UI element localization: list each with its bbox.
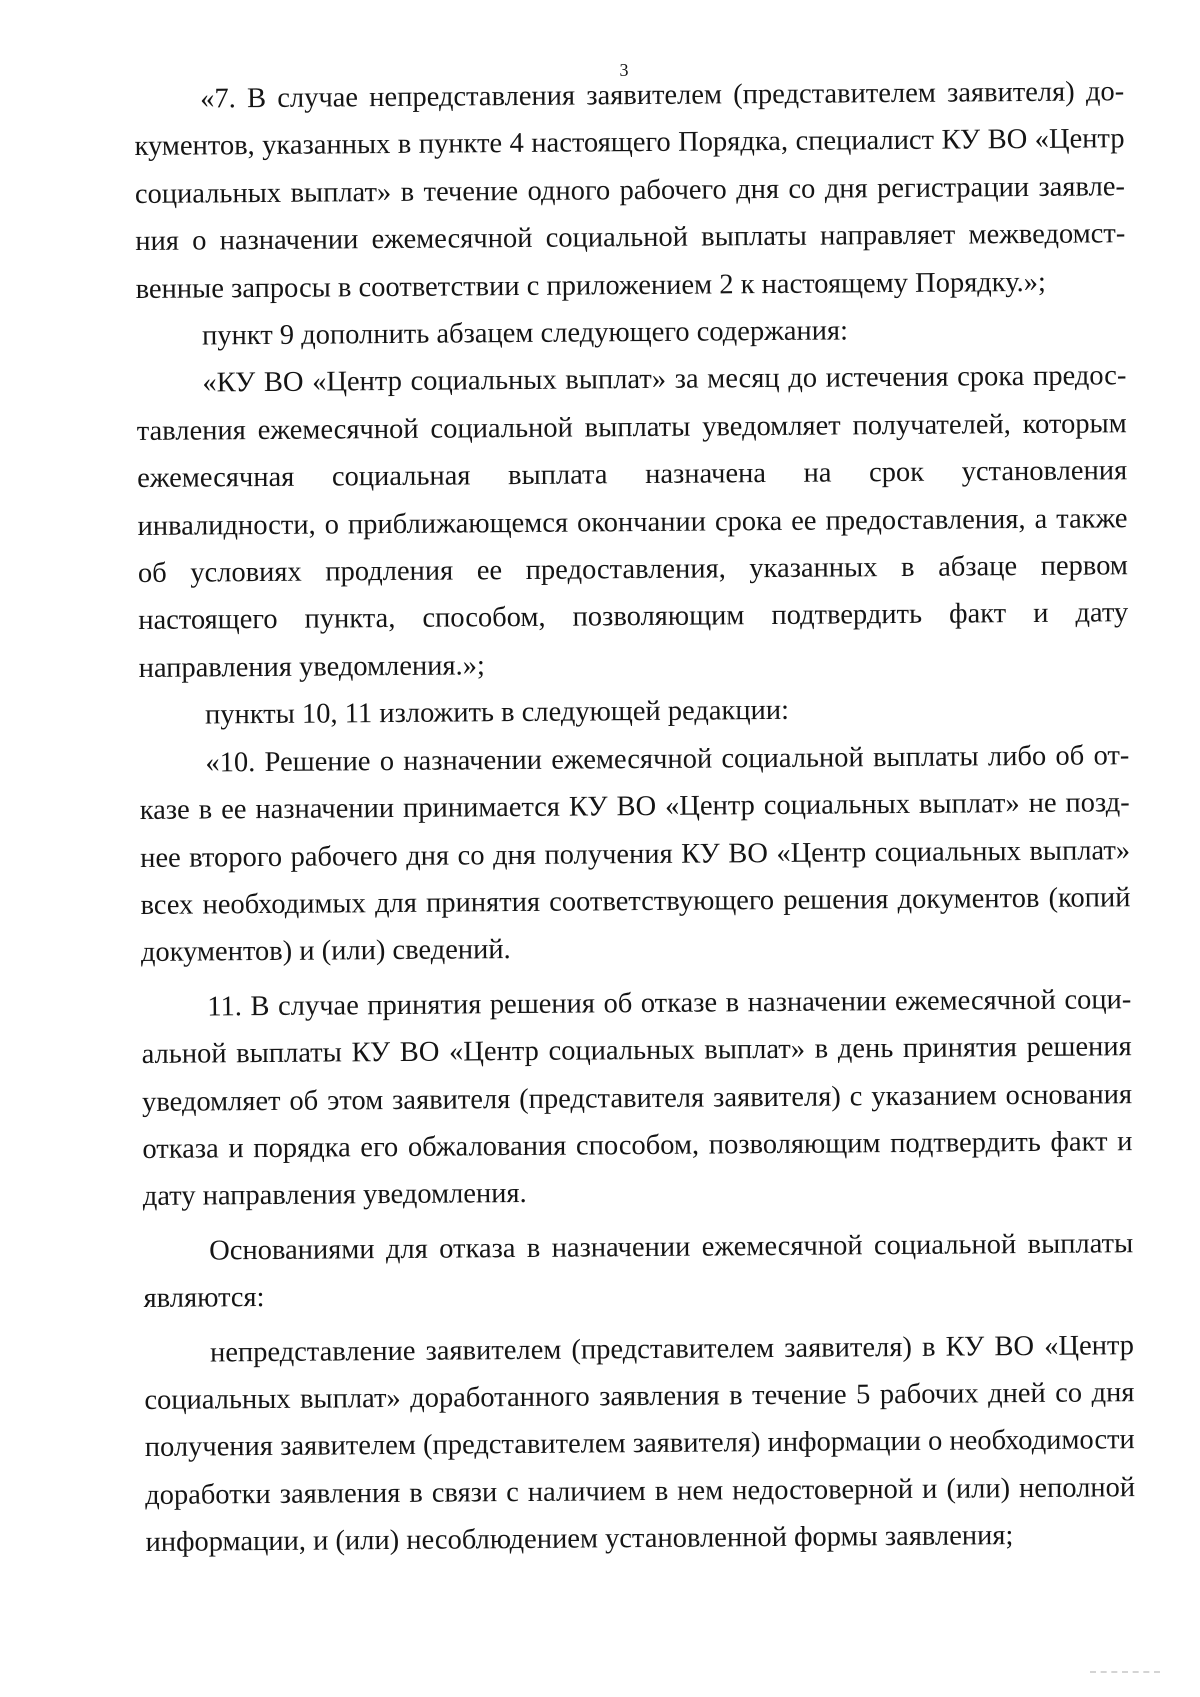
paragraph-notification-text: «КУ ВО «Центр социальных выплат» за месяц до истечения срока предоставления ежемесячной социальной выплаты уведомляет получателей, которым ежемесячная социальная выплата назначена на срок установления инвалидности, о приближающемся окончании срока ее предоставления, а также об условиях продления ее предоставления, указанных в абзаце первом настоящего пункта, способом, позволяющим подтвердить факт и дату направления уведомления.»; (136, 360, 1129, 684)
scan-edge-artifact (1090, 1671, 1160, 1679)
paragraph-item-7: «7. В случае непредставления заявителем (представителем заявителя) документов, указанных в пункте 4 настоящего Порядка, специалист КУ ВО «Центр социальных выплат» в течение одного рабочего дня со дня регистрации заявления о назначении ежемесячной социальной выплаты направляет межведомственные запросы в соответствии с приложением 2 к настоящему Порядку.»; (134, 76, 1126, 305)
paragraph-item-10: «10. Решение о назначении ежемесячной социальной выплаты либо об отказе в ее назначении принимается КУ ВО «Центр социальных выплат» не позднее второго рабочего дня со дня получения КУ ВО «Центр социальных выплат» всех необходимых для принятия соответствующего решения документов (копий документов) и (или) сведений. (139, 739, 1131, 969)
page-number: 3 (619, 60, 629, 80)
paragraph-item-11: 11. В случае принятия решения об отказе в назначении ежемесячной социальной выплаты КУ ВО «Центр социальных выплат» в день принятия решения уведомляет об этом заявителя (представителя заявителя) с указанием основания отказа и порядка его обжалования способом, позволяющим подтвердить факт и дату направления уведомления. (141, 983, 1133, 1213)
paragraph-refusal-grounds: Основаниями для отказа в назначении ежемесячной социальной выплаты являются: (143, 1227, 1134, 1315)
paragraph-refusal-ground-1: непредставление заявителем (представителем заявителя) в КУ ВО «Центр социальных выплат» доработанного заявления в течение 5 рабочих дней со дня получения заявителем (представителем заявителя) информации о необходимости доработки заявления в связи с наличием в нем недостоверной и (или) неполной информации, и (или) несоблюдением установленной формы заявления; (144, 1329, 1136, 1559)
document-body (134, 68, 1136, 1566)
paragraph-amend-items-10-11: пункты 10, 11 изложить в следующей редакции: (204, 695, 790, 731)
paragraph-amend-item-9: пункт 9 дополнить абзацем следующего содержания: (201, 315, 849, 352)
